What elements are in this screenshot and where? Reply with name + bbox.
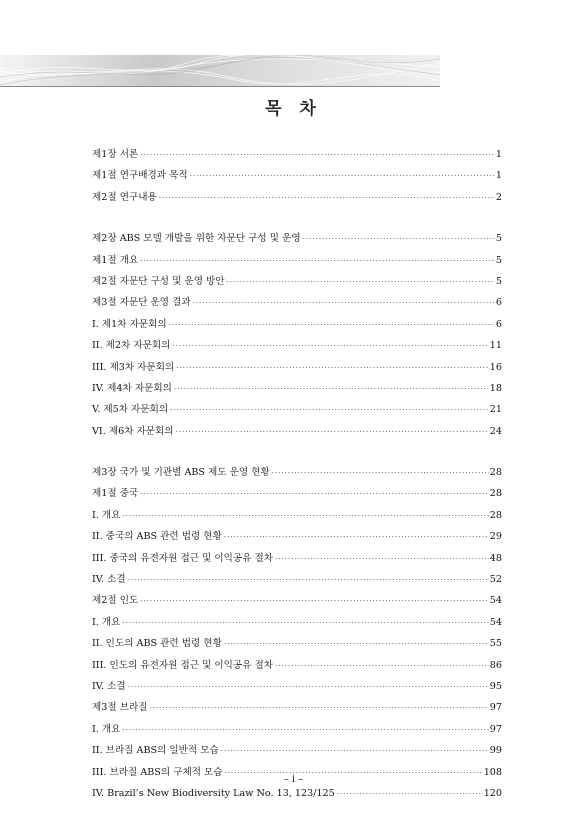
toc-dot-leader — [122, 506, 488, 527]
toc-entry-label: 제1절 개요 — [92, 254, 139, 266]
toc-dot-leader — [303, 229, 495, 250]
toc-entry-page: 54 — [489, 595, 502, 607]
toc-dot-leader — [140, 591, 489, 612]
toc-entry-label: I. 개요 — [92, 509, 121, 521]
toc-entry-page: 1 — [495, 149, 502, 160]
toc-entry-page: 29 — [489, 531, 502, 543]
toc-entry-label: I. 개요 — [92, 723, 121, 735]
toc-entry-label: 제3절 브라질 — [92, 702, 148, 714]
toc-entry[interactable] — [92, 378, 502, 399]
toc-entry[interactable] — [92, 292, 502, 313]
section-gap — [92, 442, 502, 462]
toc-entry[interactable] — [92, 250, 502, 271]
toc-dot-leader — [128, 570, 489, 591]
toc-entry-page: 21 — [489, 404, 502, 416]
toc-entry-label: I. 개요 — [92, 616, 121, 628]
toc-dot-leader — [159, 188, 495, 209]
table-of-contents — [92, 144, 502, 804]
toc-entry-page: 55 — [489, 638, 502, 650]
toc-entry[interactable] — [92, 569, 502, 590]
toc-dot-leader — [272, 463, 489, 484]
toc-entry[interactable] — [92, 505, 502, 526]
toc-entry-label: IV. Brazil’s New Biodiversity Law No. 13, 123/125 — [92, 787, 335, 799]
toc-entry-label: 제1장 서론 — [92, 149, 139, 160]
toc-entry[interactable] — [92, 271, 502, 292]
toc-dot-leader — [122, 613, 488, 634]
toc-entry-label: 제2절 연구내용 — [92, 191, 157, 203]
toc-dot-leader — [150, 698, 489, 719]
toc-entry-page: 95 — [489, 680, 502, 692]
toc-entry-page: 28 — [489, 509, 502, 521]
toc-entry[interactable] — [92, 740, 502, 761]
toc-dot-leader — [140, 145, 495, 166]
toc-dot-leader — [140, 484, 489, 505]
toc-dot-leader — [275, 549, 489, 570]
toc-entry-page: 54 — [489, 616, 502, 628]
toc-entry[interactable] — [92, 697, 502, 718]
toc-entry[interactable] — [92, 548, 502, 569]
toc-entry-page: 86 — [489, 659, 502, 671]
toc-entry[interactable] — [92, 676, 502, 697]
toc-dot-leader — [140, 251, 495, 272]
toc-entry-label: 제2절 자문단 구성 및 운영 방안 — [92, 275, 225, 287]
toc-dot-leader — [172, 336, 488, 357]
toc-entry-page: 11 — [489, 340, 502, 352]
toc-entry-label: IV. 소결 — [92, 680, 126, 692]
toc-entry-page: 120 — [483, 787, 502, 799]
toc-entry-label: II. 브라질 ABS의 일반적 모습 — [92, 745, 219, 757]
toc-entry-page: 48 — [489, 552, 502, 564]
toc-dot-leader — [193, 293, 495, 314]
toc-dot-leader — [174, 379, 489, 400]
toc-entry[interactable] — [92, 590, 502, 611]
toc-entry-label: 제1절 연구배경과 목적 — [92, 170, 188, 182]
page-title: 목 차 — [265, 99, 322, 119]
toc-entry-page: 108 — [483, 766, 502, 778]
toc-entry-page: 2 — [495, 191, 502, 203]
toc-entry-label: 제3장 국가 및 기관별 ABS 제도 운영 현황 — [92, 467, 270, 479]
toc-entry[interactable] — [92, 421, 502, 442]
toc-dot-leader — [221, 741, 489, 762]
toc-dot-leader — [224, 634, 489, 655]
toc-dot-leader — [170, 400, 489, 421]
toc-dot-leader — [128, 677, 489, 698]
toc-entry[interactable] — [92, 335, 502, 356]
toc-dot-leader — [122, 720, 488, 741]
toc-entry[interactable] — [92, 187, 502, 208]
toc-entry-label: II. 제2차 자문회의 — [92, 340, 171, 352]
toc-dot-leader — [190, 166, 495, 187]
toc-entry-page: 16 — [489, 361, 502, 373]
toc-entry-page: 5 — [495, 275, 502, 287]
toc-entry-label: 제2장 ABS 모델 개발을 위한 자문단 구성 및 운영 — [92, 233, 301, 245]
toc-dot-leader — [224, 527, 489, 548]
toc-entry-label: IV. 소결 — [92, 574, 126, 586]
toc-entry[interactable] — [92, 655, 502, 676]
toc-entry-label: V. 제5차 자문회의 — [92, 404, 169, 416]
toc-entry-page: 52 — [489, 574, 502, 586]
toc-entry-page: 28 — [489, 488, 502, 500]
toc-entry[interactable] — [92, 719, 502, 740]
toc-entry-page: 97 — [489, 723, 502, 735]
toc-entry-label: 제2절 인도 — [92, 595, 139, 607]
toc-entry[interactable] — [92, 526, 502, 547]
toc-entry-label: IV. 제4차 자문회의 — [92, 382, 172, 394]
toc-entry-page: 99 — [489, 745, 502, 757]
toc-entry-label: III. 브라질 ABS의 구체적 모습 — [92, 766, 223, 778]
toc-entry-page: 6 — [495, 318, 502, 330]
toc-entry[interactable] — [92, 633, 502, 654]
toc-entry-page: 97 — [489, 702, 502, 714]
toc-entry[interactable] — [92, 483, 502, 504]
toc-entry[interactable] — [92, 228, 502, 249]
toc-entry-page: 28 — [489, 467, 502, 479]
toc-entry[interactable] — [92, 399, 502, 420]
toc-entry-label: III. 인도의 유전자원 접근 및 이익공유 절차 — [92, 659, 273, 671]
page-number-footer: – i – — [283, 774, 304, 785]
toc-entry[interactable] — [92, 357, 502, 378]
toc-dot-leader — [169, 315, 495, 336]
toc-entry-page: 5 — [495, 254, 502, 266]
toc-dot-leader — [227, 272, 495, 293]
toc-entry[interactable] — [92, 462, 502, 483]
toc-entry-label: III. 중국의 유전자원 접근 및 이익공유 절차 — [92, 552, 273, 564]
toc-entry-label: I. 제1차 자문회의 — [92, 318, 167, 330]
toc-entry[interactable] — [92, 144, 502, 165]
toc-entry-page: 5 — [495, 233, 502, 245]
toc-entry-label: VI. 제6차 자문회의 — [92, 425, 174, 437]
toc-entry-label: 제3절 자문단 운영 결과 — [92, 297, 191, 309]
toc-entry-label: II. 인도의 ABS 관련 법령 현황 — [92, 638, 222, 650]
section-gap — [92, 208, 502, 228]
toc-entry-page: 6 — [495, 297, 502, 309]
toc-entry-label: 제1절 중국 — [92, 488, 139, 500]
toc-entry-label: III. 제3차 자문회의 — [92, 361, 175, 373]
toc-entry-label: II. 중국의 ABS 관련 법령 현황 — [92, 531, 222, 543]
toc-dot-leader — [176, 422, 489, 443]
toc-dot-leader — [337, 784, 483, 805]
toc-entry[interactable] — [92, 165, 502, 186]
toc-entry[interactable] — [92, 612, 502, 633]
toc-entry-page: 1 — [495, 170, 502, 182]
toc-entry[interactable] — [92, 783, 502, 804]
toc-dot-leader — [176, 358, 489, 379]
header-banner-decoration — [0, 55, 440, 87]
toc-entry-page: 24 — [489, 425, 502, 437]
toc-entry-page: 18 — [489, 382, 502, 394]
toc-entry[interactable] — [92, 314, 502, 335]
toc-dot-leader — [275, 656, 489, 677]
